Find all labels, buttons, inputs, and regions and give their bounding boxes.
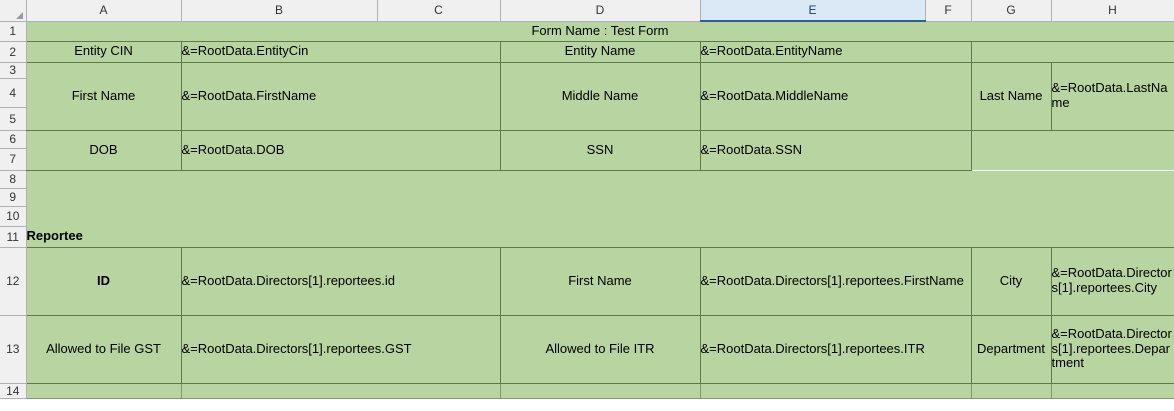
- column-header-h[interactable]: H: [1051, 0, 1174, 21]
- table-row: [0, 188, 1174, 206]
- row-header-9[interactable]: 9: [0, 188, 26, 206]
- column-header-f[interactable]: F: [925, 0, 971, 21]
- cell-entity-cin-value[interactable]: &=RootData.EntityCin: [181, 41, 500, 62]
- cell-reportee-city-value[interactable]: &=RootData.Directors[1].reportees.City: [1051, 247, 1174, 315]
- table-row: [0, 247, 1174, 315]
- table-row: [0, 21, 1174, 41]
- table-row: [0, 62, 1174, 78]
- row-header-6[interactable]: 6: [0, 130, 26, 148]
- row-header-10[interactable]: 10: [0, 206, 26, 226]
- column-header-e[interactable]: E: [700, 0, 925, 21]
- cell-reportee-gst-value[interactable]: &=RootData.Directors[1].reportees.GST: [181, 315, 500, 383]
- row-header-11[interactable]: 11: [0, 226, 26, 247]
- row-header-2[interactable]: 2: [0, 41, 26, 62]
- cell-empty-h6[interactable]: [1051, 130, 1174, 170]
- row-header-14[interactable]: 14: [0, 383, 26, 398]
- cell-empty-row-8[interactable]: [26, 170, 1174, 188]
- cell-reportee-header[interactable]: Reportee: [26, 226, 1174, 247]
- cell-entity-name-label[interactable]: Entity Name: [500, 41, 700, 62]
- table-row: [0, 226, 1174, 247]
- column-header-c[interactable]: C: [377, 0, 500, 21]
- table-row: [0, 315, 1174, 383]
- column-header-a[interactable]: A: [26, 0, 181, 21]
- cell-g14[interactable]: [971, 383, 1051, 398]
- row-header-4[interactable]: 4: [0, 78, 26, 107]
- cell-first-name-label[interactable]: First Name: [26, 62, 181, 130]
- cell-b14[interactable]: [181, 383, 500, 398]
- cell-a14[interactable]: [26, 383, 181, 398]
- row-header-1[interactable]: 1: [0, 21, 26, 41]
- cell-reportee-first-name-label[interactable]: First Name: [500, 247, 700, 315]
- cell-reportee-first-name-value[interactable]: &=RootData.Directors[1].reportees.FirstName: [700, 247, 971, 315]
- cell-first-name-value[interactable]: &=RootData.FirstName: [181, 62, 500, 130]
- cell-last-name-label[interactable]: Last Name: [971, 62, 1051, 130]
- cell-middle-name-value[interactable]: &=RootData.MiddleName: [700, 62, 971, 130]
- cell-empty-row-10[interactable]: [26, 206, 1174, 226]
- cell-entity-name-value[interactable]: &=RootData.EntityName: [700, 41, 971, 62]
- column-header-d[interactable]: D: [500, 0, 700, 21]
- cell-reportee-itr-value[interactable]: &=RootData.Directors[1].reportees.ITR: [700, 315, 971, 383]
- cell-reportee-city-label[interactable]: City: [971, 247, 1051, 315]
- column-header-g[interactable]: G: [971, 0, 1051, 21]
- cell-reportee-id-label[interactable]: ID: [26, 247, 181, 315]
- row-header-3[interactable]: 3: [0, 62, 26, 78]
- cell-empty-row-9[interactable]: [26, 188, 1174, 206]
- table-row: [0, 383, 1174, 398]
- cell-empty-g2[interactable]: [971, 41, 1051, 62]
- table-row: [0, 206, 1174, 226]
- cell-reportee-itr-label[interactable]: Allowed to File ITR: [500, 315, 700, 383]
- select-all-corner[interactable]: [0, 0, 26, 21]
- row-header-13[interactable]: 13: [0, 315, 26, 383]
- cell-e14[interactable]: [700, 383, 971, 398]
- cell-ssn-value[interactable]: &=RootData.SSN: [700, 130, 971, 170]
- column-header-b[interactable]: B: [181, 0, 377, 21]
- cell-h14[interactable]: [1051, 383, 1174, 398]
- table-row: [0, 170, 1174, 188]
- cell-reportee-department-label[interactable]: Department: [971, 315, 1051, 383]
- cell-empty-g6[interactable]: [971, 130, 1051, 170]
- cell-reportee-department-value[interactable]: &=RootData.Directors[1].reportees.Department: [1051, 315, 1174, 383]
- column-header-row: [0, 0, 1174, 21]
- corner-triangle-icon: [16, 12, 23, 19]
- cell-dob-value[interactable]: &=RootData.DOB: [181, 130, 500, 170]
- cell-last-name-value[interactable]: &=RootData.LastName: [1051, 62, 1174, 130]
- table-row: [0, 130, 1174, 148]
- row-header-5[interactable]: 5: [0, 107, 26, 130]
- cell-reportee-gst-label[interactable]: Allowed to File GST: [26, 315, 181, 383]
- cell-reportee-id-value[interactable]: &=RootData.Directors[1].reportees.id: [181, 247, 500, 315]
- cell-dob-label[interactable]: DOB: [26, 130, 181, 170]
- cell-form-title[interactable]: Form Name : Test Form: [26, 21, 1174, 41]
- cell-d14[interactable]: [500, 383, 700, 398]
- cell-ssn-label[interactable]: SSN: [500, 130, 700, 170]
- row-header-12[interactable]: 12: [0, 247, 26, 315]
- cell-middle-name-label[interactable]: Middle Name: [500, 62, 700, 130]
- cell-empty-h2[interactable]: [1051, 41, 1174, 62]
- cell-entity-cin-label[interactable]: Entity CIN: [26, 41, 181, 62]
- row-header-8[interactable]: 8: [0, 170, 26, 188]
- row-header-7[interactable]: 7: [0, 148, 26, 170]
- table-row: [0, 41, 1174, 62]
